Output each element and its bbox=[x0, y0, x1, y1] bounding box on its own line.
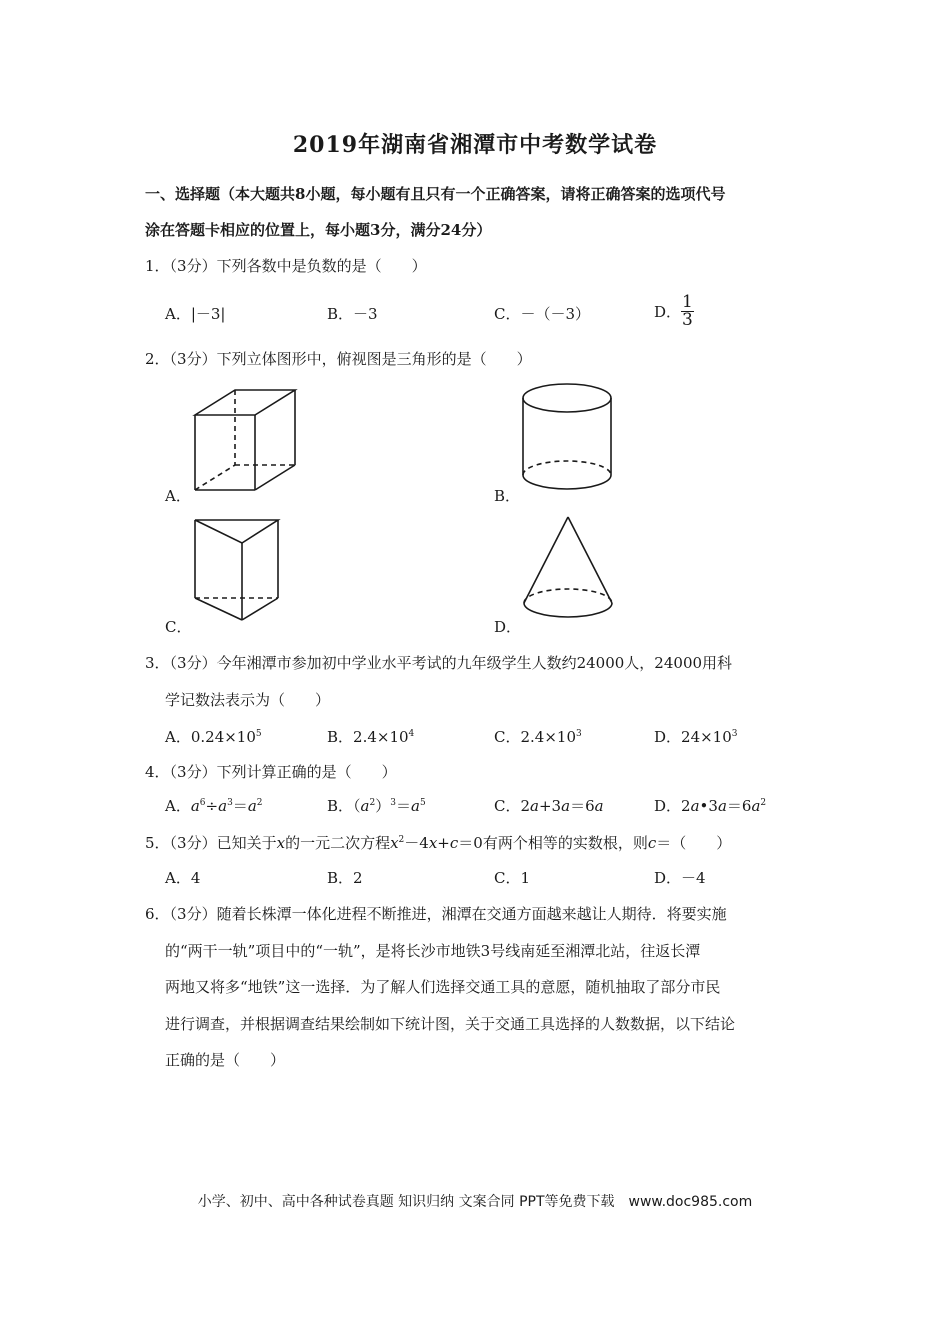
q5-stem-part2: 的一元二次方程 bbox=[285, 834, 391, 852]
q3-option-d-exponent: 3 bbox=[731, 729, 738, 739]
question-6-line2: 的“两干一轨”项目中的“一轨”，是将长沙市地铁3号线南延至湘潭北站，往返长潭 bbox=[165, 942, 701, 960]
question-6-line1: 6．（3分）随着长株潭一体化进程不断推进，湘潭在交通方面越来越让人期待．将要实施 bbox=[145, 905, 727, 923]
q4-option-b-label: B． bbox=[327, 797, 354, 815]
q3-option-c-exponent: 3 bbox=[576, 729, 582, 739]
q3-option-a-text: A．0.24×10 bbox=[165, 728, 256, 746]
cone-figure bbox=[520, 513, 620, 623]
q1-option-b: B．－3 bbox=[327, 305, 378, 323]
fraction-one-third bbox=[681, 294, 694, 329]
q2-option-c: C． bbox=[165, 618, 192, 636]
q5-stem-part1: 5．（3分）已知关于 bbox=[145, 834, 277, 852]
cube-figure bbox=[190, 385, 305, 495]
question-5-stem: 5．（3分）已知关于x的一元二次方程$x^2-4x+c=0$有两个相等的实数根，则c＝（ ） bbox=[145, 834, 732, 852]
q4-option-a bbox=[165, 795, 263, 816]
fraction-numerator: 1 bbox=[682, 292, 693, 312]
q3-option-b-text: B．2.4×10 bbox=[327, 728, 409, 746]
q4-option-b bbox=[327, 795, 426, 816]
question-3-stem-line2: 学记数法表示为（ ） bbox=[165, 691, 331, 709]
q1-option-d bbox=[654, 294, 694, 329]
q5-option-d: D．－4 bbox=[654, 869, 706, 887]
q4-option-d-label: D． bbox=[654, 797, 682, 815]
q4-option-a-label: A． bbox=[165, 797, 191, 815]
q5-stem-part3: 有两个相等的实数根，则 bbox=[482, 834, 648, 852]
q5-option-c: C．1 bbox=[494, 869, 531, 887]
q4-option-c bbox=[494, 795, 604, 816]
q1-option-a: A．|－3| bbox=[165, 305, 226, 323]
fraction-denominator: 3 bbox=[682, 310, 693, 330]
q5-option-b: B．2 bbox=[327, 869, 363, 887]
question-6-line3: 两地又将多“地铁”这一选择．为了解人们选择交通工具的意愿，随机抽取了部分市民 bbox=[165, 978, 721, 996]
q1-option-c: C．－（－3） bbox=[494, 305, 591, 323]
q4-option-c-expression: 2a+3a＝6a bbox=[520, 797, 604, 815]
q2-option-b: B． bbox=[494, 487, 521, 505]
q4-option-a-expression: $a^6\div a^3=a^2$ bbox=[190, 797, 263, 815]
question-1-stem: 1．（3分）下列各数中是负数的是（ ） bbox=[145, 257, 427, 275]
q3-option-c-text: C．2.4×10 bbox=[494, 728, 576, 746]
question-2-stem: 2．（3分）下列立体图形中，俯视图是三角形的是（ ） bbox=[145, 350, 532, 368]
question-3-stem-line1: 3．（3分）今年湘潭市参加初中学业水平考试的九年级学生人数约24000人，24000用科 bbox=[145, 654, 733, 672]
q3-option-a bbox=[165, 726, 262, 747]
triangular-prism-figure bbox=[190, 515, 285, 625]
q4-option-c-label: C． bbox=[494, 797, 521, 815]
section-heading-line2: 涂在答题卡相应的位置上，每小题3分，满分24分） bbox=[145, 221, 492, 239]
q1-option-d-label: D． bbox=[654, 303, 682, 321]
q3-option-b-exponent: 4 bbox=[408, 729, 415, 739]
question-6-line4: 进行调查，并根据调查结果绘制如下统计图，关于交通工具选择的人数数据，以下结论 bbox=[165, 1015, 736, 1033]
page-footer: 小学、初中、高中各种试卷真题 知识归纳 文案合同 PPT等免费下载 www.doc985.com bbox=[197, 1194, 753, 1210]
question-6-line5: 正确的是（ ） bbox=[165, 1051, 286, 1069]
q2-option-d: D． bbox=[494, 618, 522, 636]
q5-option-a: A．4 bbox=[165, 869, 201, 887]
q4-option-b-expression: $(a^2)^3=a^5$ bbox=[353, 797, 426, 815]
q3-option-c bbox=[494, 726, 582, 747]
question-4-stem: 4．（3分）下列计算正确的是（ ） bbox=[145, 763, 397, 781]
q4-option-d-expression: $2a•3a=6a^2$ bbox=[681, 797, 767, 815]
q3-option-d-text: D．24×10 bbox=[654, 728, 732, 746]
q3-option-b bbox=[327, 726, 414, 747]
q3-option-d bbox=[654, 726, 738, 747]
page-title: 2019年湖南省湘潭市中考数学试卷 bbox=[292, 132, 658, 158]
cylinder-figure bbox=[520, 380, 615, 495]
q3-option-a-exponent: 5 bbox=[255, 729, 262, 739]
q4-option-d bbox=[654, 795, 766, 816]
q5-stem-part4: ＝（ ） bbox=[656, 834, 732, 852]
q2-option-a: A． bbox=[165, 487, 191, 505]
section-heading-line1: 一、选择题（本大题共8小题，每小题有且只有一个正确答案，请将正确答案的选项代号 bbox=[145, 185, 726, 203]
